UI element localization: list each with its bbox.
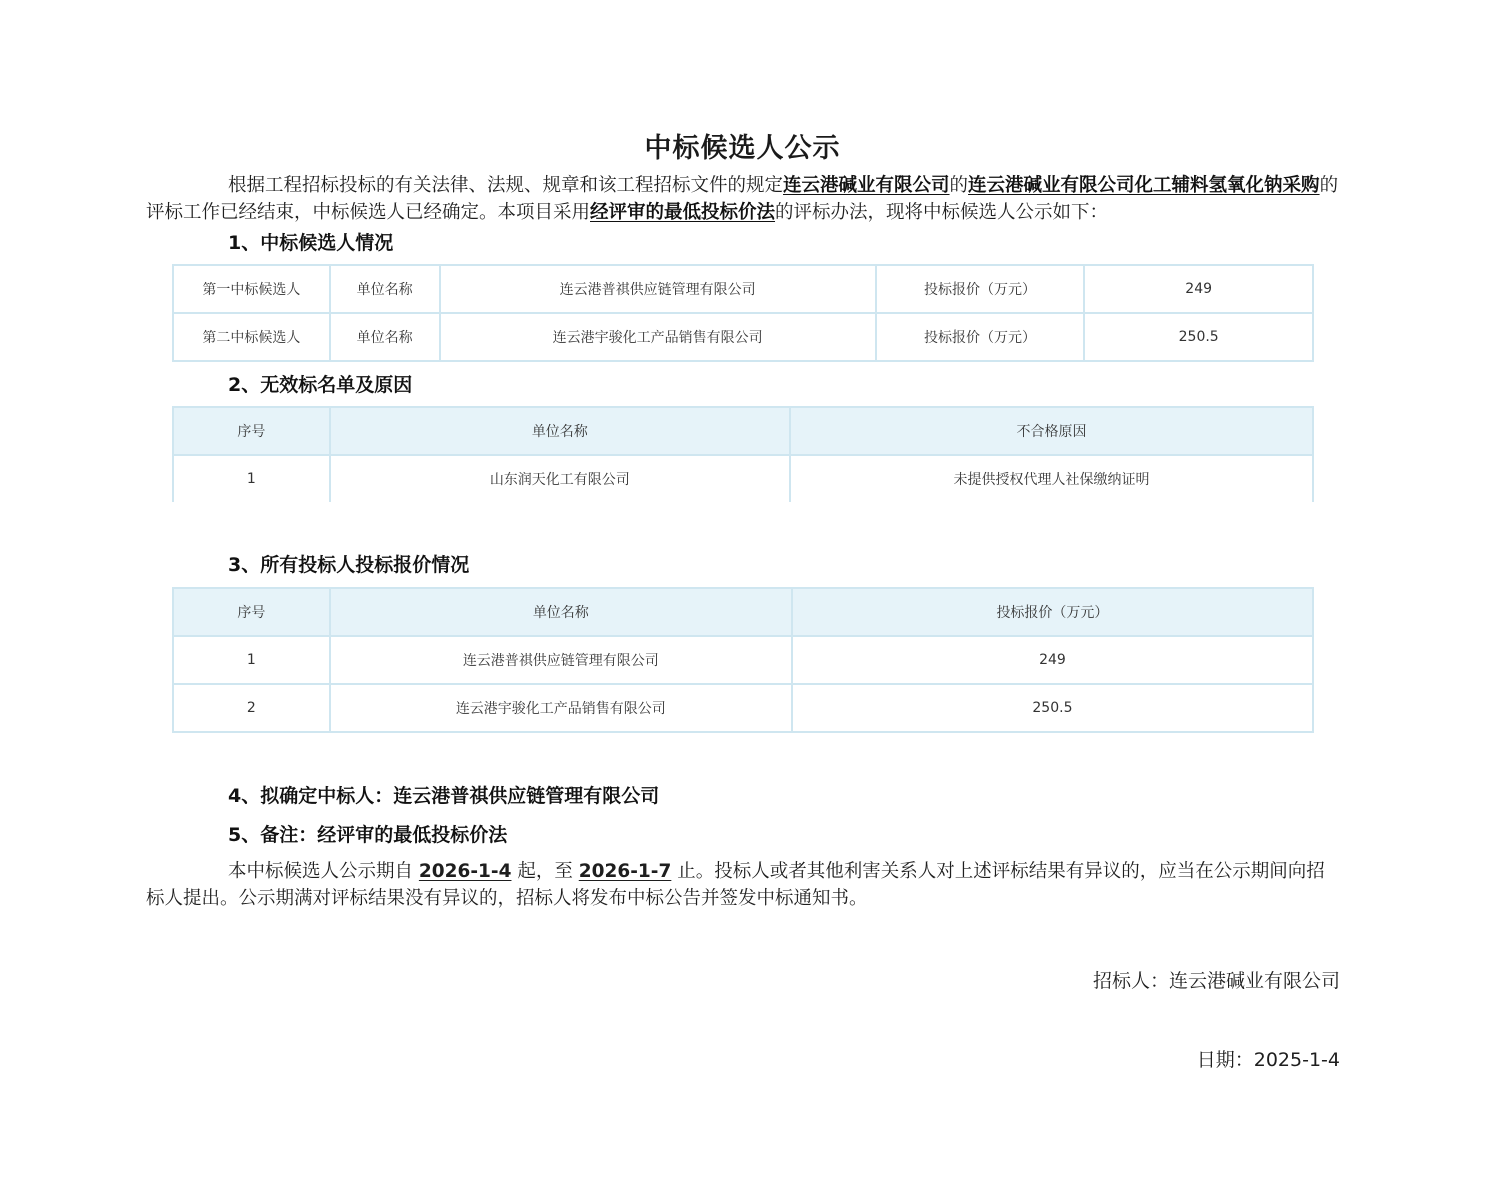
table-header-row xyxy=(173,588,1313,636)
notice-text-2: 起，至 xyxy=(511,861,579,882)
company-name: 山东润天化工有限公司 xyxy=(330,455,790,502)
row-number: 1 xyxy=(173,455,330,502)
name-label: 单位名称 xyxy=(330,265,440,313)
document-date: 日期：2025-1-4 xyxy=(1196,1049,1340,1071)
page-title: 中标候选人公示 xyxy=(644,133,841,164)
notice-paragraph xyxy=(146,858,1341,912)
evaluation-method: 经评审的最低投标价法 xyxy=(590,202,776,223)
column-header: 序号 xyxy=(173,407,330,455)
candidate-rank: 第二中标候选人 xyxy=(173,313,330,361)
price-label: 投标报价（万元） xyxy=(876,313,1085,361)
bid-price: 250.5 xyxy=(792,684,1313,732)
intro-paragraph xyxy=(146,172,1341,226)
bid-price: 249 xyxy=(792,636,1313,684)
company-name: 连云港普祺供应链管理有限公司 xyxy=(330,636,792,684)
intro-text-2: 的 xyxy=(949,175,969,196)
section4-heading: 4、拟确定中标人：连云港普祺供应链管理有限公司 xyxy=(228,785,660,807)
column-header: 不合格原因 xyxy=(790,407,1313,455)
intro-text-4: 的评标办法，现将中标候选人公示如下： xyxy=(775,202,1109,223)
table-row xyxy=(173,684,1313,732)
invalid-bids-table xyxy=(172,406,1314,502)
intro-text-1: 根据工程招标投标的有关法律、法规、规章和该工程招标文件的规定 xyxy=(228,175,784,196)
table-row xyxy=(173,265,1313,313)
price-label: 投标报价（万元） xyxy=(876,265,1085,313)
company-name: 连云港宇骏化工产品销售有限公司 xyxy=(330,684,792,732)
all-bids-table xyxy=(172,587,1314,733)
table-header-row xyxy=(173,407,1313,455)
candidate-name: 连云港宇骏化工产品销售有限公司 xyxy=(440,313,876,361)
name-label: 单位名称 xyxy=(330,313,440,361)
candidate-name: 连云港普祺供应链管理有限公司 xyxy=(440,265,876,313)
candidates-table xyxy=(172,264,1314,362)
end-date: 2026-1-7 xyxy=(578,861,672,882)
table-row xyxy=(173,313,1313,361)
column-header: 投标报价（万元） xyxy=(792,588,1313,636)
row-number: 1 xyxy=(173,636,330,684)
section1-heading: 1、中标候选人情况 xyxy=(228,232,394,254)
start-date: 2026-1-4 xyxy=(418,861,512,882)
invalid-reason: 未提供授权代理人社保缴纳证明 xyxy=(790,455,1313,502)
row-number: 2 xyxy=(173,684,330,732)
table-row xyxy=(173,455,1313,502)
notice-text-3: 止。投标人或者其他利害关系人对上述评标结果有异议的，应当在公示期间向招标人提出。公示期满对评标结果没有异议的，招标人将发布中标公告并签发中标通知书。 xyxy=(146,861,1325,909)
section3-heading: 3、所有投标人投标报价情况 xyxy=(228,554,470,576)
tenderer-name: 连云港碱业有限公司 xyxy=(783,175,950,196)
candidate-price: 249 xyxy=(1084,265,1313,313)
intro-text-3: 的评标工作已经结束，中标候选人已经确定。本项目采用 xyxy=(146,175,1339,223)
project-name: 连云港碱业有限公司化工辅料氢氧化钠采购 xyxy=(968,175,1320,196)
candidate-price: 250.5 xyxy=(1084,313,1313,361)
column-header: 单位名称 xyxy=(330,407,790,455)
column-header: 序号 xyxy=(173,588,330,636)
section2-heading: 2、无效标名单及原因 xyxy=(228,374,413,396)
section5-heading: 5、备注：经评审的最低投标价法 xyxy=(228,824,508,846)
table-row xyxy=(173,636,1313,684)
candidate-rank: 第一中标候选人 xyxy=(173,265,330,313)
column-header: 单位名称 xyxy=(330,588,792,636)
notice-text-1: 本中标候选人公示期自 xyxy=(228,861,419,882)
tenderer-signature: 招标人：连云港碱业有限公司 xyxy=(1092,970,1340,992)
